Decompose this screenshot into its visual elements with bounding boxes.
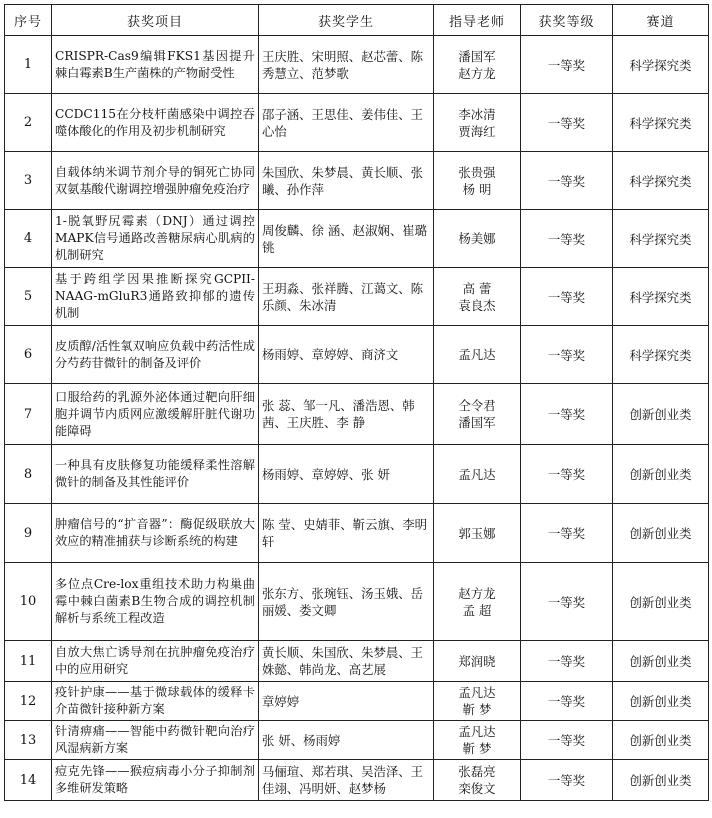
cell-index: 6 [5, 326, 52, 384]
cell-students: 王庆胜、宋明照、赵芯蕾、陈秀慧立、范梦歌 [259, 36, 434, 94]
table-row [5, 641, 709, 682]
cell-track: 创新创业类 [613, 682, 709, 721]
cell-title: 肿瘤信号的“扩音器”：酶促级联放大效应的精准捕获与诊断系统的构建 [52, 504, 259, 563]
cell-advisor: 潘国军 赵方龙 [434, 36, 521, 94]
table-row [5, 36, 709, 94]
table-row [5, 504, 709, 563]
table-body [5, 36, 709, 801]
cell-title: 一种具有皮肤修复功能缓释柔性溶解微针的制备及其性能评价 [52, 445, 259, 504]
cell-advisor: 郭玉娜 [434, 504, 521, 563]
table-row [5, 384, 709, 445]
cell-level: 一等奖 [521, 210, 613, 268]
cell-level: 一等奖 [521, 504, 613, 563]
cell-advisor: 郑润晓 [434, 641, 521, 682]
table-row [5, 268, 709, 326]
header-level: 获奖等级 [521, 5, 613, 36]
cell-level: 一等奖 [521, 721, 613, 760]
cell-advisor: 仝令君 潘国军 [434, 384, 521, 445]
cell-title: 自放大焦亡诱导剂在抗肿瘤免疫治疗中的应用研究 [52, 641, 259, 682]
table-row [5, 210, 709, 268]
cell-track: 科学探究类 [613, 326, 709, 384]
cell-title: CCDC115在分枝杆菌感染中调控吞噬体酸化的作用及初步机制研究 [52, 94, 259, 152]
cell-title: 痘克先锋——猴痘病毒小分子抑制剂多维研发策略 [52, 760, 259, 801]
cell-title: 口服给药的乳源外泌体通过靶向肝细胞并调节内质网应激缓解肝脏代谢功能障碍 [52, 384, 259, 445]
cell-track: 科学探究类 [613, 268, 709, 326]
cell-title: 1-脱氧野尻霉素（DNJ）通过调控MAPK信号通路改善糖尿病心肌病的机制研究 [52, 210, 259, 268]
cell-students: 王玥淼、张祥腾、江蔼文、陈乐颜、朱冰清 [259, 268, 434, 326]
cell-students: 周俊麟、徐 涵、赵淑娴、崔璐铫 [259, 210, 434, 268]
table-row [5, 326, 709, 384]
cell-title: CRISPR-Cas9编辑FKS1基因提升棘白霉素B生产菌株的产物耐受性 [52, 36, 259, 94]
cell-level: 一等奖 [521, 682, 613, 721]
cell-track: 创新创业类 [613, 504, 709, 563]
cell-index: 10 [5, 563, 52, 641]
cell-advisor: 孟凡达 [434, 445, 521, 504]
cell-track: 科学探究类 [613, 94, 709, 152]
table-row [5, 152, 709, 210]
cell-title: 皮质醇/活性氧双响应负载中药活性成分芍药苷微针的制备及评价 [52, 326, 259, 384]
cell-index: 1 [5, 36, 52, 94]
cell-advisor: 高 蕾 袁良杰 [434, 268, 521, 326]
header-advisor: 指导老师 [434, 5, 521, 36]
cell-track: 创新创业类 [613, 384, 709, 445]
header-title: 获奖项目 [52, 5, 259, 36]
cell-students: 张 妍、杨雨婷 [259, 721, 434, 760]
cell-students: 张 蕊、邹一凡、潘浩恩、韩 茜、王庆胜、李 静 [259, 384, 434, 445]
header-students: 获奖学生 [259, 5, 434, 36]
cell-level: 一等奖 [521, 268, 613, 326]
cell-title: 疫针护康——基于微球载体的缓释卡介苗微针接种新方案 [52, 682, 259, 721]
cell-level: 一等奖 [521, 94, 613, 152]
cell-index: 14 [5, 760, 52, 801]
cell-track: 科学探究类 [613, 36, 709, 94]
cell-students: 陈 莹、史婧菲、靳云旗、李明轩 [259, 504, 434, 563]
cell-title: 基于跨组学因果推断探究GCPII-NAAG-mGluR3通路致抑郁的遗传机制 [52, 268, 259, 326]
cell-students: 邵子涵、王思佳、姜伟佳、王心怡 [259, 94, 434, 152]
cell-title: 针清痹痛——智能中药微针靶向治疗风湿病新方案 [52, 721, 259, 760]
table-row [5, 445, 709, 504]
cell-track: 创新创业类 [613, 721, 709, 760]
awards-table [4, 4, 709, 801]
cell-index: 11 [5, 641, 52, 682]
cell-index: 7 [5, 384, 52, 445]
cell-advisor: 张磊亮 栾俊文 [434, 760, 521, 801]
cell-track: 科学探究类 [613, 152, 709, 210]
cell-advisor: 赵方龙 孟 超 [434, 563, 521, 641]
cell-students: 章婷婷 [259, 682, 434, 721]
cell-level: 一等奖 [521, 445, 613, 504]
header-index: 序号 [5, 5, 52, 36]
cell-track: 创新创业类 [613, 760, 709, 801]
cell-students: 杨雨婷、章婷婷、商济文 [259, 326, 434, 384]
cell-advisor: 孟凡达 靳 梦 [434, 682, 521, 721]
cell-track: 创新创业类 [613, 641, 709, 682]
cell-advisor: 孟凡达 [434, 326, 521, 384]
cell-index: 8 [5, 445, 52, 504]
cell-index: 2 [5, 94, 52, 152]
cell-students: 张东方、张琬钰、汤玉娥、岳丽媛、娄文卿 [259, 563, 434, 641]
cell-index: 12 [5, 682, 52, 721]
header-row [5, 5, 709, 36]
cell-track: 创新创业类 [613, 563, 709, 641]
table-header [5, 5, 709, 36]
cell-index: 3 [5, 152, 52, 210]
table-row [5, 721, 709, 760]
cell-index: 5 [5, 268, 52, 326]
table-row [5, 94, 709, 152]
cell-track: 科学探究类 [613, 210, 709, 268]
cell-level: 一等奖 [521, 760, 613, 801]
cell-index: 13 [5, 721, 52, 760]
cell-index: 4 [5, 210, 52, 268]
cell-level: 一等奖 [521, 326, 613, 384]
cell-level: 一等奖 [521, 641, 613, 682]
cell-advisor: 孟凡达 靳 梦 [434, 721, 521, 760]
cell-level: 一等奖 [521, 384, 613, 445]
cell-advisor: 张贵强 杨 明 [434, 152, 521, 210]
cell-title: 自载体纳米调节剂介导的铜死亡协同双氨基酸代谢调控增强肿瘤免疫治疗 [52, 152, 259, 210]
cell-level: 一等奖 [521, 563, 613, 641]
cell-title: 多位点Cre-lox重组技术助力构巢曲霉中棘白菌素B生物合成的调控机制解析与系统工程改造 [52, 563, 259, 641]
cell-level: 一等奖 [521, 36, 613, 94]
table-row [5, 760, 709, 801]
cell-students: 黄长顺、朱国欣、朱梦晨、王姝懿、韩尚龙、高艺展 [259, 641, 434, 682]
cell-track: 创新创业类 [613, 445, 709, 504]
cell-advisor: 李冰清 贾海红 [434, 94, 521, 152]
cell-students: 马俪瑄、郑若琪、吴浩泽、王佳翊、冯明妍、赵梦杨 [259, 760, 434, 801]
table-row [5, 682, 709, 721]
cell-advisor: 杨美娜 [434, 210, 521, 268]
cell-index: 9 [5, 504, 52, 563]
cell-level: 一等奖 [521, 152, 613, 210]
cell-students: 朱国欣、朱梦晨、黄长顺、张 曦、孙作萍 [259, 152, 434, 210]
header-track: 赛道 [613, 5, 709, 36]
table-row [5, 563, 709, 641]
cell-students: 杨雨婷、章婷婷、张 妍 [259, 445, 434, 504]
